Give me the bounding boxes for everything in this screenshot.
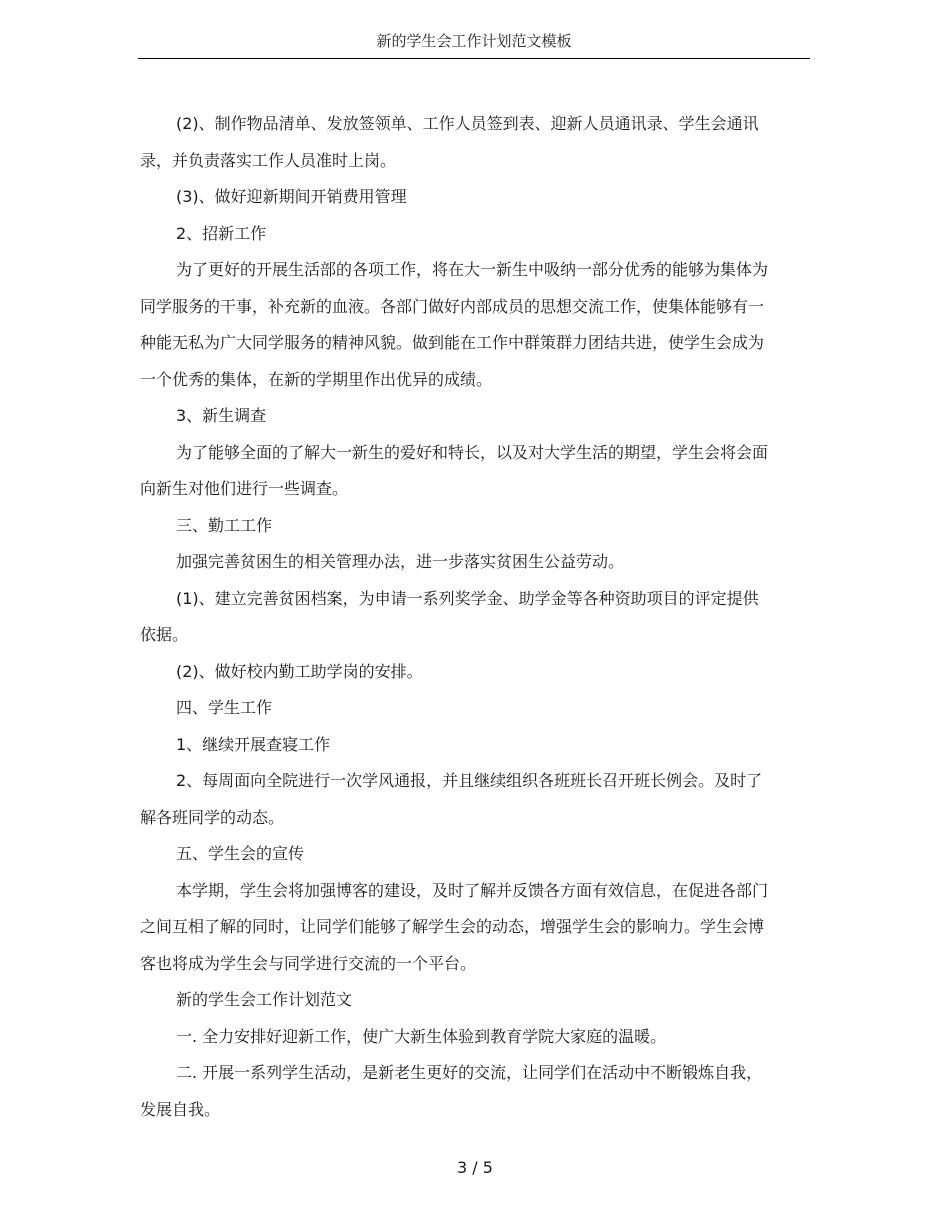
- section-heading: 三、勤工工作: [176, 515, 273, 535]
- section-heading: 3、新生调查: [176, 406, 267, 425]
- paragraph: (1)、建立完善贫困档案，为申请一系列奖学金、助学金等各种资助项目的评定提供依据。: [140, 588, 759, 644]
- paragraph: 2、每周面向全院进行一次学风通报，并且继续组织各班班长召开班长例会。及时了解各班同学的动态。: [140, 771, 763, 827]
- paragraph: 为了能够全面的了解大一新生的爱好和特长，以及对大学生活的期望，学生会将会面向新生对他们进行一些调查。: [140, 442, 769, 498]
- header-title: 新的学生会工作计划范文模板: [376, 32, 572, 50]
- paragraph: 1、继续开展查寝工作: [176, 734, 331, 754]
- paragraph: 加强完善贫困生的相关管理办法，进一步落实贫困生公益劳动。: [176, 552, 625, 571]
- page-header: [138, 28, 810, 59]
- section-heading: 四、学生工作: [176, 698, 273, 717]
- paragraph: 一. 全力安排好迎新工作，使广大新生体验到教育学院大家庭的温暖。: [176, 1026, 667, 1046]
- paragraph: (2)、制作物品清单、发放签领单、工作人员签到表、迎新人员通讯录、学生会通讯录，并负责落实工作人员准时上岗。: [140, 114, 759, 170]
- section-heading: 新的学生会工作计划范文: [176, 990, 353, 1009]
- paragraph: 为了更好的开展生活部的各项工作，将在大一新生中吸纳一部分优秀的能够为集体为同学服务的干事，补充新的血液。各部门做好内部成员的思想交流工作，使集体能够有一种能无私为广大同学服务的精神风貌。做到能在工作中群策群力团结共进，使学生会成为一个优秀的集体，在新的学期里作出优异的成绩。: [140, 260, 769, 389]
- paragraph: 二. 开展一系列学生活动，是新老生更好的交流，让同学们在活动中不断锻炼自我，发展自我。: [140, 1063, 763, 1119]
- section-heading: 五、学生会的宣传: [176, 844, 305, 863]
- paragraph: (2)、做好校内勤工助学岗的安排。: [176, 661, 423, 681]
- document-body: [140, 106, 772, 1128]
- paragraph: (3)、做好迎新期间开销费用管理: [176, 187, 407, 206]
- paragraph: 本学期，学生会将加强博客的建设，及时了解并反馈各方面有效信息，在促进各部门之间互相了解的同时，让同学们能够了解学生会的动态，增强学生会的影响力。学生会博客也将成为学生会与同学进行交流的一个平台。: [140, 880, 769, 973]
- section-heading: 2、招新工作: [176, 223, 267, 243]
- page-number: 3 / 5: [457, 1158, 493, 1177]
